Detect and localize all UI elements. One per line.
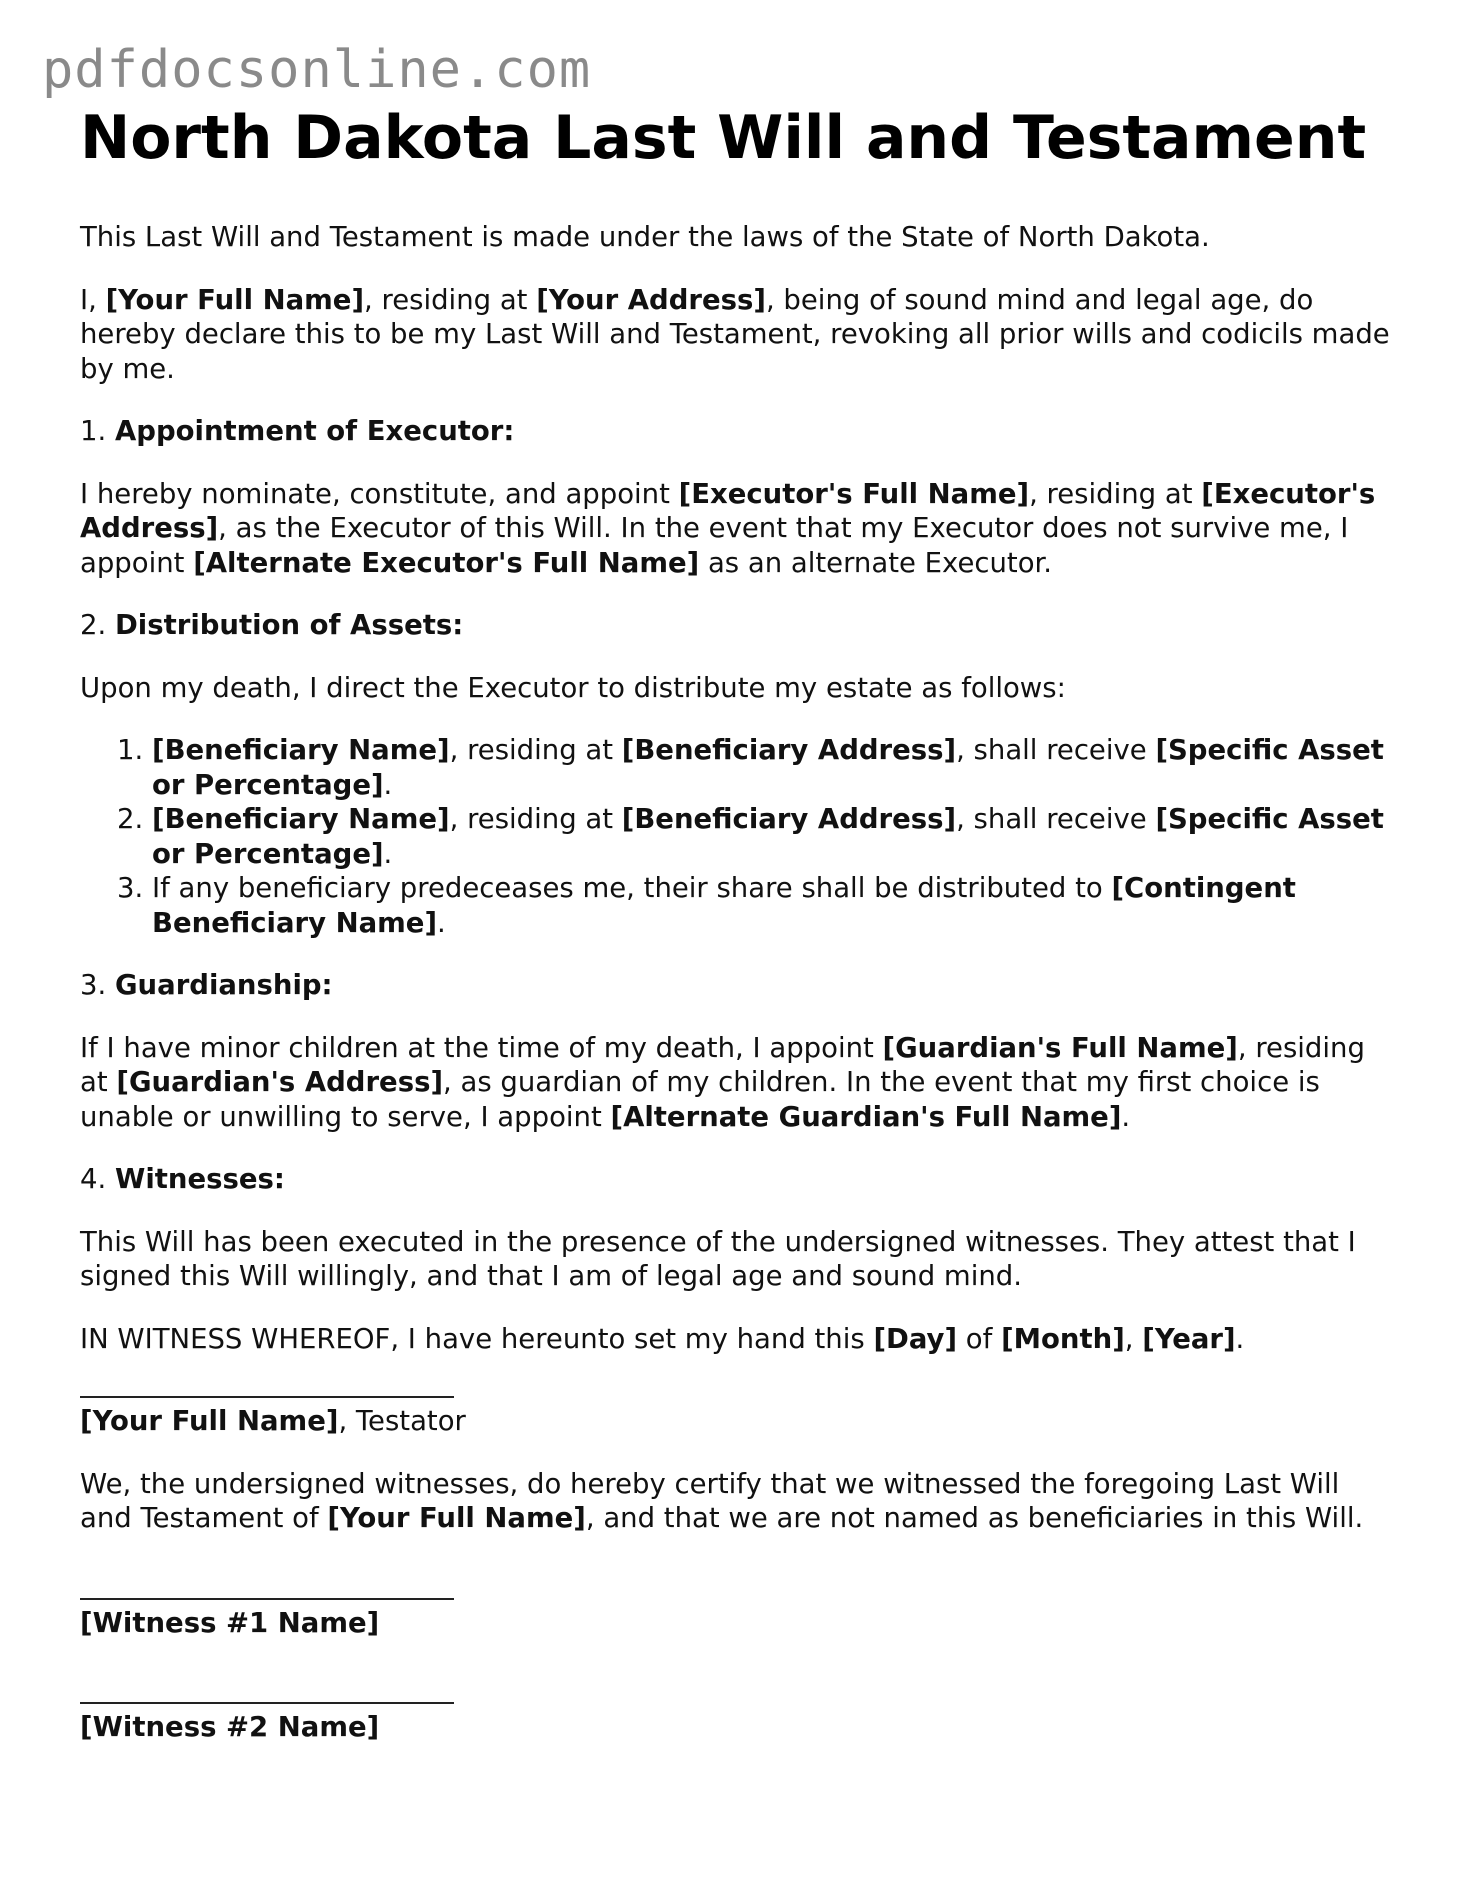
placeholder-executor-address: [Executor's Address] (80, 477, 1376, 544)
placeholder-testator-address: [Your Address] (536, 283, 766, 316)
section-2-heading: 2. Distribution of Assets: (80, 609, 464, 641)
placeholder-year: [Year] (1142, 1322, 1236, 1355)
placeholder-alternate-executor: [Alternate Executor's Full Name] (193, 546, 700, 579)
witness-1-label: [Witness #1 Name] (80, 1606, 380, 1639)
placeholder-day: [Day] (873, 1322, 958, 1355)
document-page (80, 100, 1390, 1745)
list-item: 3. If any beneficiary predeceases me, their share shall be distributed to [Contingent Beneficiary Name]. (152, 871, 1390, 940)
witness-2-signature-line[interactable] (80, 1702, 454, 1704)
section-3-heading: 3. Guardianship: (80, 969, 333, 1001)
page-title: North Dakota Last Will and Testament (80, 103, 1367, 173)
testator-signature-line[interactable] (80, 1396, 454, 1398)
certification-paragraph: We, the undersigned witnesses, do hereby certify that we witnessed the foregoing Last Will and Testament of [Your Full Name], and that we are not named as beneficiaries in this Will. (80, 1467, 1364, 1534)
list-item: 2. [Beneficiary Name], residing at [Beneficiary Address], shall receive [Specific Asset or Percentage]. (152, 802, 1390, 871)
testator-signature-block (80, 1396, 1390, 1439)
placeholder-guardian-address: [Guardian's Address] (116, 1066, 444, 1098)
placeholder-guardian-name: [Guardian's Full Name] (882, 1031, 1238, 1064)
section-4-heading: 4. Witnesses: (80, 1163, 285, 1195)
watermark: pdfdocsonline.com (42, 40, 592, 100)
witness-1-signature-block (80, 1598, 1390, 1641)
placeholder-month: [Month] (1001, 1322, 1125, 1355)
intro-paragraph: This Last Will and Testament is made under the laws of the State of North Dakota. (80, 221, 1210, 253)
executor-paragraph: I hereby nominate, constitute, and appoint [Executor's Full Name], residing at [Executor's Address], as the Executor of this Will. In the event that my Executor does not survive me, I appoint [Alternate Executor's Full Name] as an alternate Executor. (80, 477, 1376, 579)
distribution-lead: Upon my death, I direct the Executor to distribute my estate as follows: (80, 671, 1066, 704)
list-item: 1. [Beneficiary Name], residing at [Beneficiary Address], shall receive [Specific Asset or Percentage]. (152, 733, 1390, 802)
testator-signature-label: [Your Full Name], Testator (80, 1405, 466, 1437)
whereof-paragraph: IN WITNESS WHEREOF, I have hereunto set my hand this [Day] of [Month], [Year]. (80, 1322, 1245, 1355)
witness-1-signature-line[interactable] (80, 1598, 454, 1600)
witness-2-label: [Witness #2 Name] (80, 1711, 380, 1743)
distribution-list (80, 733, 1390, 940)
declaration-paragraph: I, [Your Full Name], residing at [Your Address], being of sound mind and legal age, do hereby declare this to be my Last Will and Testament, revoking all prior wills and codicils made by me. (80, 283, 1390, 385)
placeholder-alternate-guardian: [Alternate Guardian's Full Name] (610, 1100, 1122, 1133)
placeholder-testator-name-2: [Your Full Name] (327, 1502, 586, 1534)
witness-2-signature-block (80, 1702, 1390, 1745)
guardianship-paragraph: If I have minor children at the time of my death, I appoint [Guardian's Full Name], residing at [Guardian's Address], as guardian of my children. In the event that my first choice is unable or unwilling to serve, I appoint [Alternate Guardian's Full Name]. (80, 1031, 1365, 1133)
section-1-heading: 1. Appointment of Executor: (80, 415, 515, 447)
placeholder-executor-name: [Executor's Full Name] (678, 477, 1030, 510)
placeholder-testator-name: [Your Full Name] (105, 283, 365, 316)
witnesses-paragraph: This Will has been executed in the presence of the undersigned witnesses. They attest that I signed this Will willingly, and that I am of legal age and sound mind. (80, 1225, 1356, 1292)
